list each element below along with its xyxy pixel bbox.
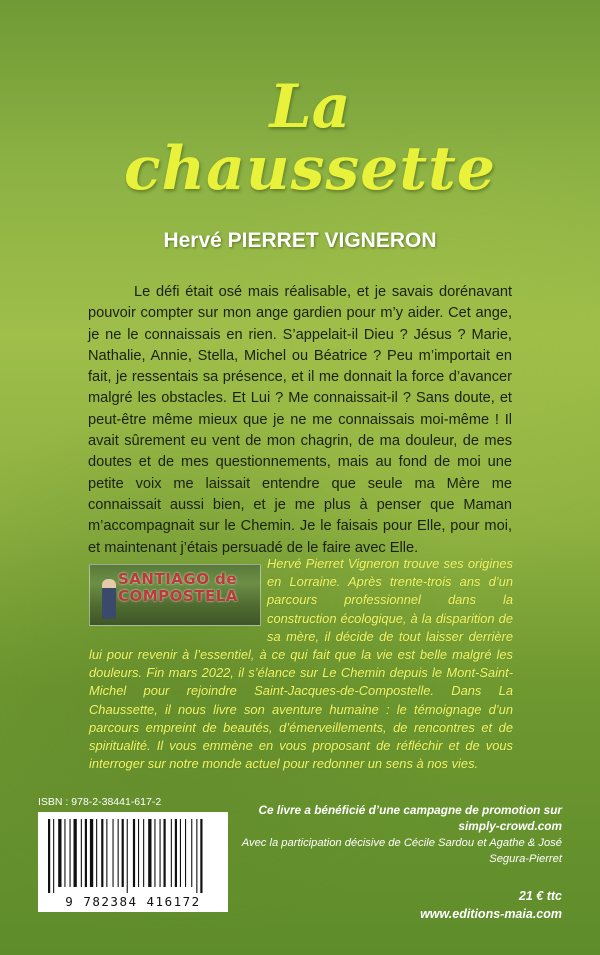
isbn-label: ISBN : 978-2-38441-617-2 [38, 796, 162, 808]
barcode-bar [48, 819, 50, 893]
barcode-bar [133, 819, 135, 887]
barcode-bar [154, 819, 155, 887]
barcode-bar [200, 819, 202, 893]
barcode-number: 9 782384 416172 [65, 894, 201, 909]
publisher-website: www.editions-maia.com [420, 907, 562, 921]
barcode-bar [175, 819, 177, 887]
barcode-bar [106, 819, 107, 887]
book-excerpt: Le défi était osé mais réalisable, et je savais dorénavant pouvoir compter sur mon ange gardien pour m’y aider. Cet ange, je ne le connaissais en rien. S’appelait-il Dieu ? Jésus ? Marie, Nathalie, Annie, Stella, Michel ou Béatrice ? Peu m’importait en fait, je ressentais sa présence, et il me donnait la force d’avancer malgré les obstacles. Et Lui ? Me connaissait-il ? Sans doute, et peut-être même mieux que je ne me connaissais moi-même ! Il avait sûrement eu vent de mon chagrin, de ma douleur, de mes doutes et de mes questionnements, mais au fond de moi une petite voix me laissait entendre que seule ma Mère me connaissait aussi bien, et je me plus à penser que Maman m’accompagnait sur le Chemin. Je le faisais pour Elle, pour moi, et maintenant j’étais persuadé de le faire avec Elle. [88, 284, 512, 556]
photo-sign-text: SANTIAGO de COMPOSTELA [118, 570, 238, 605]
barcode-bar [118, 819, 119, 887]
barcode-bar [143, 819, 144, 887]
barcode-bar [185, 819, 186, 887]
barcode-bar [160, 819, 161, 887]
barcode-bar [171, 819, 172, 887]
barcode-bar [53, 819, 54, 893]
barcode-bar [196, 819, 197, 893]
publisher-info [240, 802, 562, 921]
author-photo [89, 564, 261, 626]
barcode-bar [101, 819, 103, 887]
book-title-line-1: La [269, 72, 351, 142]
barcode [38, 812, 228, 912]
barcode-bar [85, 819, 87, 887]
barcode-bar [127, 819, 128, 893]
author-name: Hervé PIERRET VIGNERON [163, 229, 437, 252]
barcode-bar [164, 819, 166, 887]
barcode-bar [64, 819, 65, 887]
author-biography: Hervé Pierret Vigneron trouve ses origines en Lorraine. Après trente-trois ans d’un parcours professionnel dans la construction écologique, à la disparition de sa mère, il décide de tout laisser derrière lui pour revenir à l’essentiel, à ce qui fait que la vie est belle malgré les douleurs. Fin mars 2022, il s’élance sur Le Chemin depuis le Mont-Saint-Michel pour rejoindre Saint-Jacques-de-Compostelle. Dans La Chaussette, il nous livre son aventure humaine : le témoignage d’un parcours empreint de beautés, d’émerveillements, de rencontres et de spiritualité. Il vous emmène en vous proposant de réfléchir et de vous interroger sur notre monde actuel pour redonner un sens à nos vies. [89, 556, 513, 772]
participation-note: Avec la participation décisive de Cécile Sardou et Agathe & José Segura-Pierret [241, 837, 562, 865]
barcode-bar [122, 819, 124, 887]
barcode-bar [113, 819, 114, 887]
barcode-bar [90, 819, 93, 887]
barcode-bar [74, 819, 77, 887]
barcode-bars [48, 819, 218, 893]
campaign-note: Ce livre a bénéficié d’une campagne de promotion sur simply-crowd.com [258, 803, 562, 833]
author-figure [102, 579, 116, 619]
book-title-line-2: chaussette [124, 134, 496, 204]
barcode-bar [148, 819, 151, 887]
price-label: 21 € ttc [518, 889, 562, 903]
barcode-bar [191, 819, 192, 887]
barcode-bar [58, 819, 61, 887]
barcode-bar [96, 819, 97, 887]
barcode-bar [138, 819, 139, 887]
barcode-bar [180, 819, 181, 887]
barcode-bar [70, 819, 71, 887]
barcode-bar [81, 819, 82, 887]
